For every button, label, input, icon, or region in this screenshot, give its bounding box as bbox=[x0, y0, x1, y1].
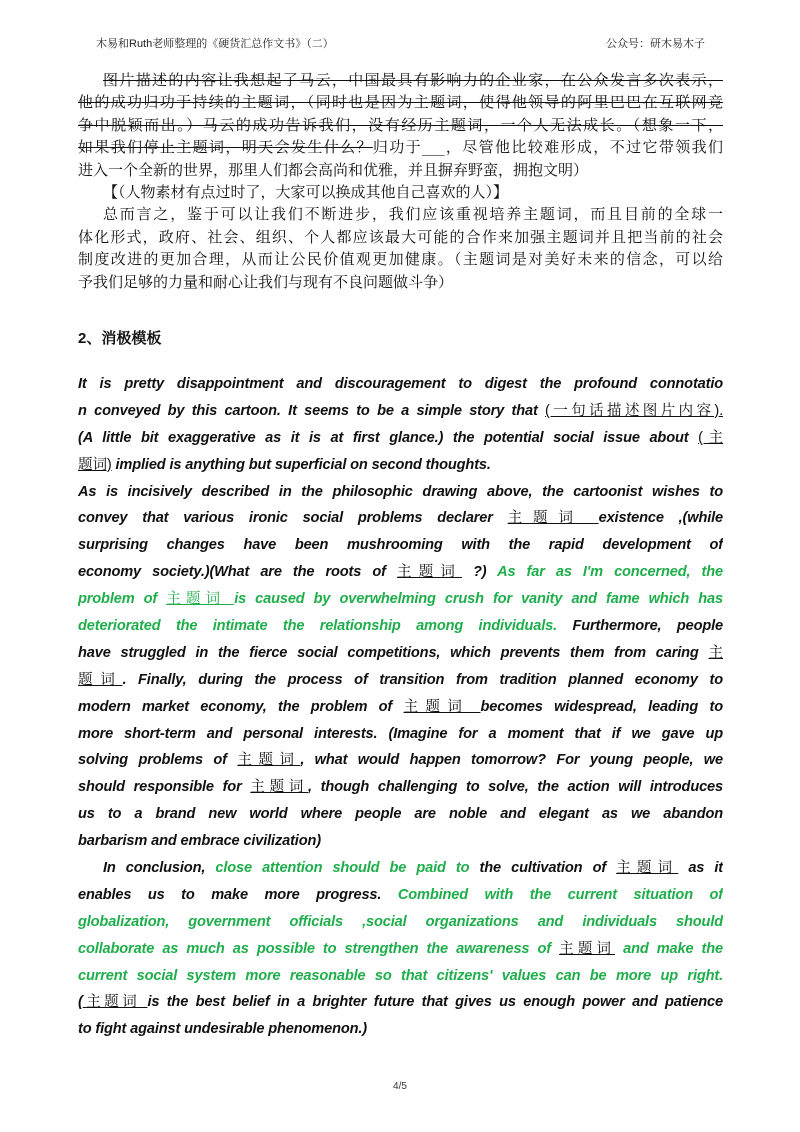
text-run: deteriorated the intimate the relationship among individuals. bbox=[78, 618, 558, 635]
text-run: 进入一个全新的世界，那里人们都会高尚和优雅，并且摒弃野蛮，拥抱文明） bbox=[78, 160, 589, 179]
placeholder-keyword: 主题词 bbox=[403, 698, 481, 715]
text-run: 予我们足够的力量和耐心让我们与现有不良问题做斗争） bbox=[78, 272, 454, 291]
text-line bbox=[78, 989, 723, 1016]
text-line bbox=[78, 882, 723, 909]
placeholder-keyword: 主题词 bbox=[507, 510, 599, 527]
text-run: collaborate as much as possible to strengthen the awareness of bbox=[78, 940, 560, 957]
text-run: As far as I'm concerned, the bbox=[497, 564, 723, 581]
page-number: 4/5 bbox=[393, 1081, 407, 1092]
text-run: ?) bbox=[461, 564, 498, 581]
english-template-text bbox=[78, 371, 723, 1043]
text-line bbox=[78, 909, 723, 936]
text-run: 制度改进的更加合理，从而让公民价值观更加健康。（主题词是对美好未来的信念，可以给 bbox=[78, 250, 723, 269]
placeholder-keyword: 主题词 bbox=[237, 752, 301, 769]
text-run: more short-term and personal interests. (Imagine for a moment that if we gave up bbox=[78, 725, 723, 742]
text-run: modern market economy, the problem of bbox=[78, 698, 404, 715]
text-run: and make the bbox=[615, 940, 723, 957]
text-run: existence ,(while bbox=[598, 510, 723, 527]
text-run: , what would happen tomorrow? For young people, we bbox=[300, 752, 723, 769]
placeholder-keyword: 主题词 bbox=[82, 994, 148, 1011]
text-line bbox=[78, 532, 723, 559]
text-line bbox=[78, 271, 723, 293]
text-line bbox=[78, 667, 723, 694]
text-run: Combined with the current situation of bbox=[397, 886, 723, 903]
text-line bbox=[78, 248, 723, 270]
text-line bbox=[78, 747, 723, 774]
header-account: 公众号：研木易木子 bbox=[606, 38, 705, 50]
text-run: is the best belief in a brighter future that gives us enough power and patience bbox=[147, 994, 723, 1011]
text-line bbox=[78, 774, 723, 801]
section-heading: 2、消极模板 bbox=[78, 330, 162, 347]
text-run: current social system more reasonable so that citizens' values can be more up right. bbox=[78, 967, 723, 984]
text-run: 他的成功归功于持续的主题词，（同时也是因为主题词，使得他领导的阿里巴巴在互联网竞 bbox=[78, 93, 723, 112]
text-run: n conveyed by this cartoon. It seems to be a simple story that bbox=[78, 402, 546, 419]
placeholder-keyword: 主题词 bbox=[396, 564, 462, 581]
text-line bbox=[78, 398, 723, 425]
text-run: 【（人物素材有点过时了，大家可以换成其他自己喜欢的人）】 bbox=[103, 182, 509, 201]
placeholder-keyword: (一句话描述图片内容). bbox=[545, 402, 723, 419]
text-line bbox=[78, 855, 723, 882]
text-run: 归功于___，尽管他比较难形成，不过它带领我们 bbox=[372, 138, 723, 157]
text-line bbox=[78, 586, 723, 613]
text-run: , though challenging to solve, the action will introduces bbox=[308, 779, 723, 796]
text-run: surprising changes have been mushrooming with the rapid development of bbox=[78, 537, 723, 554]
placeholder-keyword: 题词 bbox=[78, 671, 123, 688]
text-run: 如果我们停止主题词，明天会发生什么？ bbox=[78, 138, 373, 157]
header-title: 木易和Ruth老师整理的《硬货汇总作文书》（二） bbox=[96, 38, 334, 50]
placeholder-keyword: 主 bbox=[708, 644, 723, 661]
text-run: enables us to make more progress. bbox=[78, 886, 398, 903]
text-run: 体化形式，政府、社会、组织、个人都应该最大可能的合作来加强主题词并且把当前的社会 bbox=[78, 227, 723, 246]
text-run: implied is anything but superficial on second thoughts. bbox=[111, 456, 491, 473]
text-run: close attention should be paid to bbox=[215, 860, 470, 877]
text-run: problem of bbox=[78, 591, 167, 608]
text-line bbox=[78, 136, 723, 158]
text-run: is caused by overwhelming crush for vanity and fame which has bbox=[234, 591, 723, 608]
text-run: In conclusion, bbox=[103, 860, 216, 877]
text-run: . Finally, during the process of transition from tradition planned economy to bbox=[122, 671, 723, 688]
text-run: globalization, government officials ,social organizations and individuals should bbox=[78, 913, 723, 930]
text-run: have struggled in the fierce social competitions, which prevents them from caring bbox=[78, 644, 709, 661]
placeholder-keyword: 主题词 bbox=[166, 591, 235, 608]
text-line bbox=[78, 640, 723, 667]
text-line bbox=[78, 828, 723, 855]
text-line bbox=[78, 479, 723, 506]
text-line bbox=[78, 114, 723, 136]
text-line bbox=[78, 91, 723, 113]
text-run: As is incisively described in the philosophic drawing above, the cartoonist wishes to bbox=[78, 483, 723, 500]
text-line bbox=[78, 452, 723, 479]
text-run: becomes widespread, leading to bbox=[480, 698, 723, 715]
text-line bbox=[78, 226, 723, 248]
text-line bbox=[78, 1016, 723, 1043]
text-line bbox=[78, 203, 723, 225]
placeholder-keyword: 主题词 bbox=[559, 940, 616, 957]
text-line bbox=[78, 936, 723, 963]
text-run: 争中脱颖而出。）马云的成功告诉我们，没有经历主题词，一个人无法成长。（想象一下， bbox=[78, 115, 723, 134]
placeholder-keyword: 主题词 bbox=[616, 860, 679, 877]
text-line bbox=[78, 425, 723, 452]
placeholder-keyword: (主 bbox=[698, 429, 723, 446]
text-run: as it bbox=[678, 860, 723, 877]
text-line bbox=[78, 801, 723, 828]
text-run: to fight against undesirable phenomenon.) bbox=[78, 1021, 367, 1038]
placeholder-keyword: 主题词 bbox=[250, 779, 309, 796]
text-run: us to a brand new world where people are noble and elegant as we abandon bbox=[78, 806, 723, 823]
text-line bbox=[78, 505, 723, 532]
text-run: barbarism and embrace civilization) bbox=[78, 833, 321, 850]
text-line bbox=[78, 371, 723, 398]
text-line bbox=[78, 963, 723, 990]
text-run: economy society.)(What are the roots of bbox=[78, 564, 397, 581]
text-line bbox=[78, 721, 723, 748]
placeholder-keyword: 题词) bbox=[78, 456, 112, 473]
text-run: Furthermore, people bbox=[557, 618, 723, 635]
text-line bbox=[78, 694, 723, 721]
text-line bbox=[78, 559, 723, 586]
text-run: convey that various ironic social problems declarer bbox=[78, 510, 508, 527]
text-run: the cultivation of bbox=[469, 860, 617, 877]
text-run: It is pretty disappointment and discouragement to digest the profound connotatio bbox=[78, 376, 723, 392]
text-line bbox=[78, 613, 723, 640]
text-run: (A little bit exaggerative as it is at first glance.) the potential social issue about bbox=[78, 429, 699, 446]
text-line bbox=[78, 159, 723, 181]
text-run: should responsible for bbox=[78, 779, 251, 796]
text-run: ( bbox=[78, 994, 83, 1011]
text-line bbox=[78, 181, 723, 203]
text-line bbox=[78, 69, 723, 91]
text-run: 图片描述的内容让我想起了马云，中国最具有影响力的企业家，在公众发言多次表示， bbox=[103, 71, 723, 89]
text-run: 总而言之，鉴于可以让我们不断进步，我们应该重视培养主题词，而且目前的全球一 bbox=[103, 205, 723, 224]
chinese-paragraphs bbox=[78, 69, 723, 293]
text-run: solving problems of bbox=[78, 752, 238, 769]
